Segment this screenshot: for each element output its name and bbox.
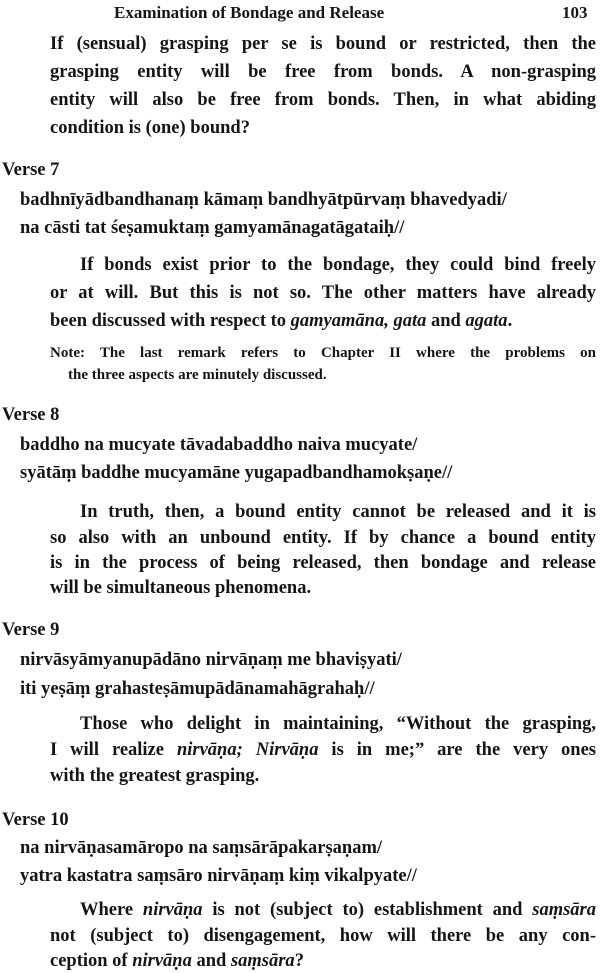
text-segment: yatra kastatra saṃsāro nirvāṇaṃ kiṃ vikalpyate// [20, 866, 417, 886]
text-segment: and [426, 311, 466, 331]
text-segment: iti yeṣāṃ grahasteṣāmupādānamahāgrahaḥ// [20, 679, 375, 699]
text-segment: so also with an unbound entity. If by chance a bound entity [50, 528, 596, 548]
comment-line [80, 500, 596, 524]
comment-line [50, 924, 596, 948]
text-segment: In truth, then, a bound entity cannot be released and it is [80, 502, 596, 522]
text-segment: ? [294, 951, 304, 971]
text-segment: is in me;” are the very ones [318, 740, 596, 760]
comment-line [50, 764, 259, 788]
running-header-title: Examination of Bondage and Release [114, 3, 385, 22]
comment-line [50, 526, 596, 550]
verse-line [20, 433, 417, 457]
comment-line [50, 116, 250, 140]
verse-line [20, 648, 402, 672]
italic-term: saṃsāra [230, 951, 295, 971]
verse-heading: Verse 8 [2, 405, 60, 425]
text-segment: is not (subject to) establishment and [202, 900, 533, 920]
verse-line [20, 864, 417, 888]
text-segment: will be simultaneous phenomena. [50, 578, 312, 598]
comment-line [50, 88, 596, 112]
verse-line [20, 836, 382, 860]
comment-line [50, 738, 596, 762]
comment-line [50, 309, 512, 333]
text-segment: not (subject to) disengagement, how will there be any con- [50, 926, 596, 946]
verse-line [20, 461, 452, 485]
text-segment: badhnīyādbandhanaṃ kāmaṃ bandhyātpūrvaṃ bhavedyadi/ [20, 190, 507, 210]
page-number: 103 [562, 3, 588, 22]
comment-line [80, 712, 596, 736]
text-segment: condition is (one) bound? [50, 118, 250, 138]
text-segment: na nirvāṇasamāropo na saṃsārāpakarṣaṇam/ [20, 838, 383, 858]
text-segment: Those who delight in maintaining, “Without the grasping, [80, 714, 596, 734]
verse-line [20, 188, 507, 212]
text-segment: with the greatest grasping. [50, 766, 260, 786]
text-segment: syātāṃ baddhe mucyamāne yugapadbandhamokṣaṇe// [20, 463, 453, 483]
text-segment: is in the process of being released, then bondage and release [50, 553, 596, 573]
italic-term: nirvāṇa [142, 900, 203, 920]
verse-heading: Verse 9 [2, 620, 60, 640]
verse-line [20, 677, 375, 701]
comment-line [80, 253, 596, 277]
comment-line [50, 32, 596, 56]
verse-heading: Verse 7 [2, 160, 60, 180]
text-segment: or at will. But this is not so. The other matters have already [50, 283, 596, 303]
text-segment: na cāsti tat śeṣamuktaṃ gamyamānagatāgataiḥ// [20, 218, 405, 238]
text-segment: I will realize [50, 740, 177, 760]
italic-term: saṃsāra [532, 900, 596, 920]
text-segment: . [507, 311, 513, 331]
italic-term: nirvāṇa [132, 951, 192, 971]
comment-line [50, 551, 596, 575]
italic-term: nirvāṇa; Nirvāṇa [176, 740, 319, 760]
text-segment: baddho na mucyate tāvadabaddho naiva mucyate/ [20, 435, 418, 455]
note-line [50, 341, 596, 365]
text-segment: If bonds exist prior to the bondage, they could bind freely [80, 255, 596, 275]
comment-line [50, 576, 311, 600]
text-segment: ception of [50, 951, 133, 971]
text-segment: the three aspects are minutely discussed. [68, 367, 327, 383]
text-segment: grasping entity will be free from bonds. A non-grasping [50, 62, 596, 82]
text-segment: If (sensual) grasping per se is bound or restricted, then the [50, 34, 596, 54]
text-segment: Note: The last remark refers to Chapter II where the problems on [50, 345, 596, 361]
verse-heading: Verse 10 [2, 810, 69, 830]
text-segment: nirvāsyāmyanupādāno nirvāṇaṃ me bhaviṣyati/ [20, 650, 402, 670]
comment-line [80, 898, 596, 922]
text-segment: entity will also be free from bonds. Then, in what abiding [50, 90, 596, 110]
note-line [68, 363, 327, 387]
italic-term: agata [465, 311, 508, 331]
italic-term: gamyamāna, gata [290, 311, 427, 331]
text-segment: Where [80, 900, 143, 920]
verse-line [20, 216, 404, 240]
comment-line [50, 281, 596, 305]
text-segment: been discussed with respect to [50, 311, 291, 331]
comment-line [50, 60, 596, 84]
comment-line [50, 949, 304, 973]
text-segment: and [191, 951, 231, 971]
